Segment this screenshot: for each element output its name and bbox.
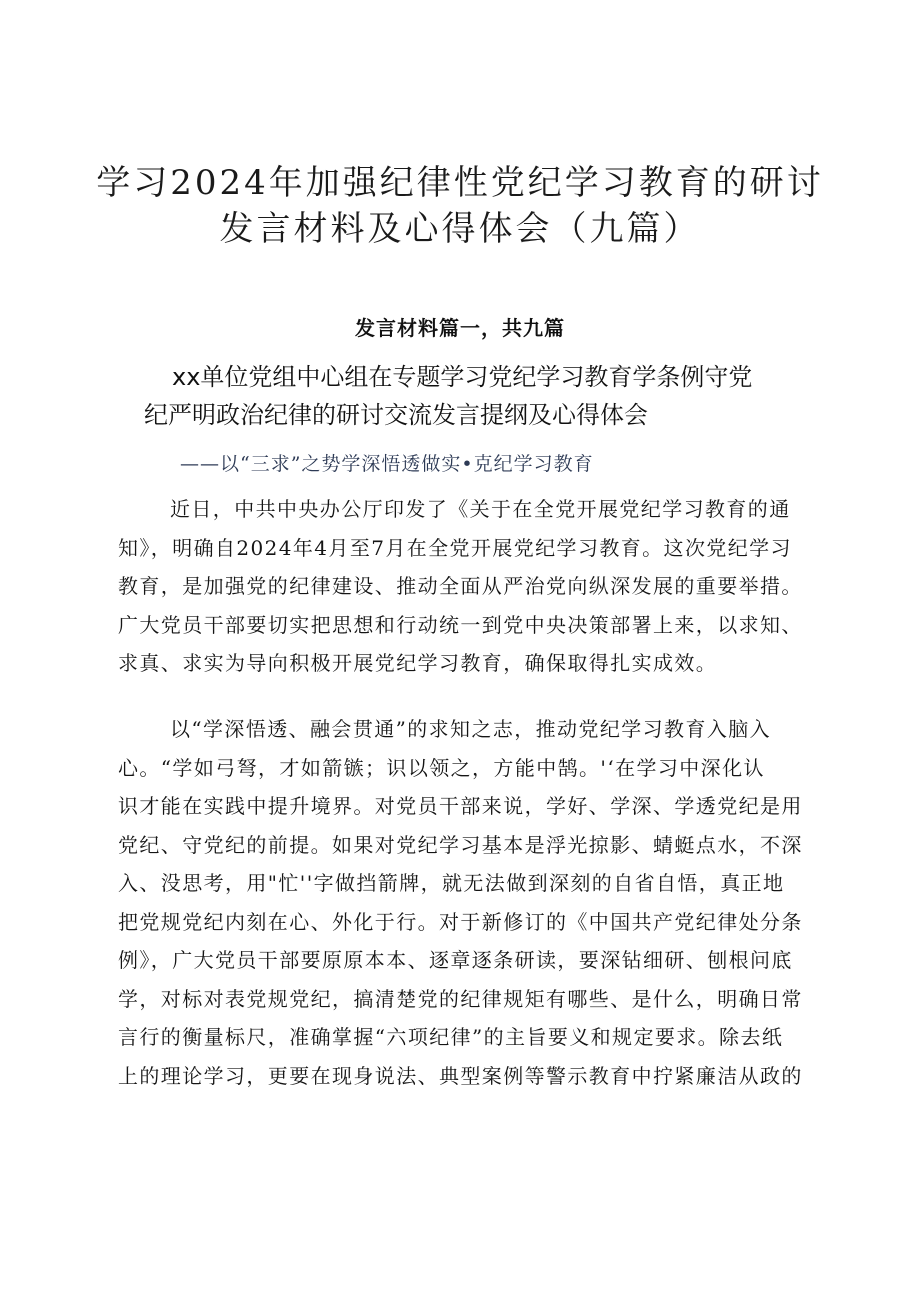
article-heading: [144, 358, 834, 434]
heading-line-2: 纪严明政治纪律的研讨交流发言提纲及心得体会: [144, 401, 648, 429]
paragraph-2-line: 党纪、守党纪的前提。如果对党纪学习基本是浮光掠影、蜻蜓点水，不深: [118, 832, 803, 857]
title-line-2: 发言材料及心得体会（九篇）: [219, 209, 701, 249]
paragraph-1-line: 近日，中共中央办公厅印发了《关于在全党开展党纪学习教育的通: [170, 497, 791, 521]
paragraph-1-line: 教育，是加强党的纪律建设、推动全面从严治党向纵深发展的重要举措。: [118, 574, 803, 598]
paragraph-1-line: 知》，明确自2024年4月至7月在全党开展党纪学习教育。这次党纪学习: [118, 535, 792, 560]
paragraph-1: [118, 490, 818, 683]
paragraph-2-line: 言行的衡量标尺，准确掌握“六项纪律”的主旨要义和规定要求。除去纸: [118, 1025, 784, 1049]
paragraph-2-line: 识才能在实践中提升境界。对党员干部来说，学好、学深、学透党纪是用: [118, 794, 803, 818]
paragraph-1-line: 广大党员干部要切实把思想和行动统一到党中央决策部署上来，以求知、: [118, 612, 803, 637]
paragraph-2-line: 学，对标对表党规党纪，搞清楚党的纪律规矩有哪些、是什么，明确日常: [118, 986, 803, 1011]
title-line-1: 学习2024年加强纪律性党纪学习教育的研讨: [96, 163, 824, 203]
paragraph-2: [118, 710, 818, 1095]
paragraph-2-line: 入、没思考，用"忙''字做挡箭牌，就无法做到深刻的自省自悟，真正地: [118, 871, 785, 895]
document-title: [80, 160, 840, 252]
paragraph-2-line: 把党规党纪内刻在心、外化于行。对于新修订的《中国共产党纪律处分条: [118, 909, 803, 934]
paragraph-2-line: 心。“学如弓弩，才如箭镞；识以领之，方能中鹄。'‘在学习中深化认: [118, 755, 765, 780]
article-subtitle: ——以“三求”之势学深悟透做实•克纪学习教育: [180, 453, 594, 475]
paragraph-2-line: 例》，广大党员干部要原原本本、逐章逐条研读，要深钻细研、刨根问底: [118, 948, 793, 972]
paragraph-2-line: 以“学深悟透、融会贯通”的求知之志，推动党纪学习教育入脑入: [170, 717, 772, 741]
section-label: 发言材料篇一，共九篇: [355, 316, 565, 340]
paragraph-2-line: 上的理论学习，更要在现身说法、典型案例等警示教育中拧紧廉洁从政的: [118, 1063, 803, 1088]
paragraph-1-line: 求真、求实为导向积极开展党纪学习教育，确保取得扎实成效。: [118, 651, 718, 675]
heading-line-1: xx单位党组中心组在专题学习党纪学习教育学条例守党: [172, 363, 753, 391]
